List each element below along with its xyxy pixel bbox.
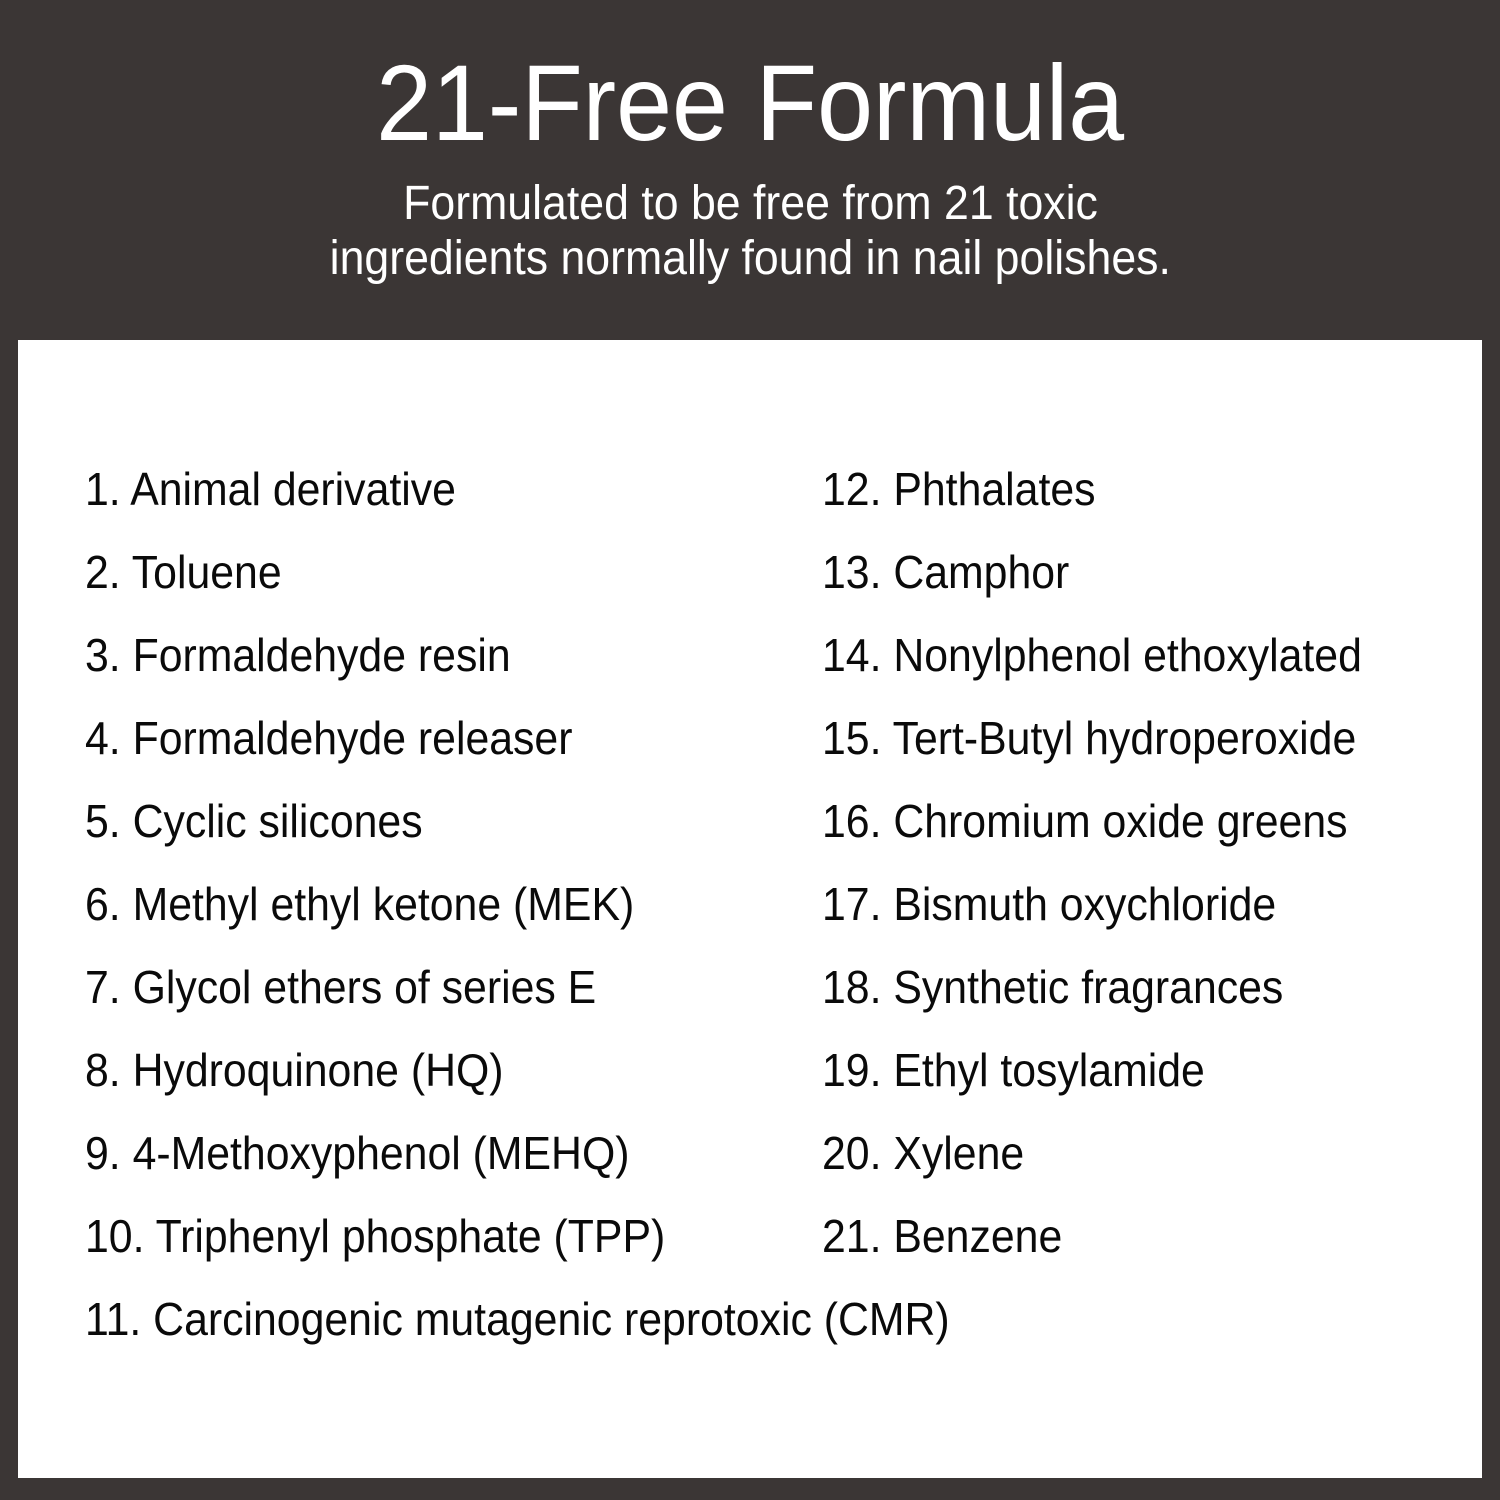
list-item [822,614,1403,697]
list-item-label: 9. 4-Methoxyphenol (MEHQ) [85,1127,630,1179]
header [0,0,1500,340]
list-item-label: 10. Triphenyl phosphate (TPP) [85,1210,666,1262]
list-item-label: 1. Animal derivative [85,463,456,515]
content-panel [18,340,1482,1478]
list-item-label: 8. Hydroquinone (HQ) [85,1044,504,1096]
subtitle-line-2: ingredients normally found in nail polishes. [329,232,1171,285]
ingredient-list-right [822,448,1403,1278]
list-item [822,780,1403,863]
list-item [822,1029,1403,1112]
list-item-label: 21. Benzene [822,1210,1063,1262]
list-item [822,448,1403,531]
list-item-label: 19. Ethyl tosylamide [822,1044,1205,1096]
list-item [85,1278,1015,1361]
list-item-label: 18. Synthetic fragrances [822,961,1284,1013]
list-item-label: 2. Toluene [85,546,282,598]
list-item-label: 11. Carcinogenic mutagenic reprotoxic (CMR) [85,1293,950,1345]
subtitle-line-1: Formulated to be free from 21 toxic [402,177,1098,230]
list-item-label: 4. Formaldehyde releaser [85,712,573,764]
list-item-label: 6. Methyl ethyl ketone (MEK) [85,878,635,930]
list-item [822,531,1403,614]
list-item-label: 5. Cyclic silicones [85,795,423,847]
page-subtitle [0,176,1500,286]
list-item-label: 17. Bismuth oxychloride [822,878,1277,930]
list-item [822,697,1403,780]
list-item-label: 15. Tert-Butyl hydroperoxide [822,712,1357,764]
page-title-text: 21-Free Formula [376,42,1124,163]
list-item-label: 3. Formaldehyde resin [85,629,511,681]
list-item [822,1195,1403,1278]
list-item-label: 7. Glycol ethers of series E [85,961,597,1013]
list-item [822,1112,1403,1195]
list-item-label: 13. Camphor [822,546,1070,598]
list-item-label: 14. Nonylphenol ethoxylated [822,629,1362,681]
list-item [822,946,1403,1029]
list-item-label: 20. Xylene [822,1127,1025,1179]
list-item [822,863,1403,946]
list-item-label: 16. Chromium oxide greens [822,795,1348,847]
page-title [0,33,1500,173]
list-item-label: 12. Phthalates [822,463,1096,515]
